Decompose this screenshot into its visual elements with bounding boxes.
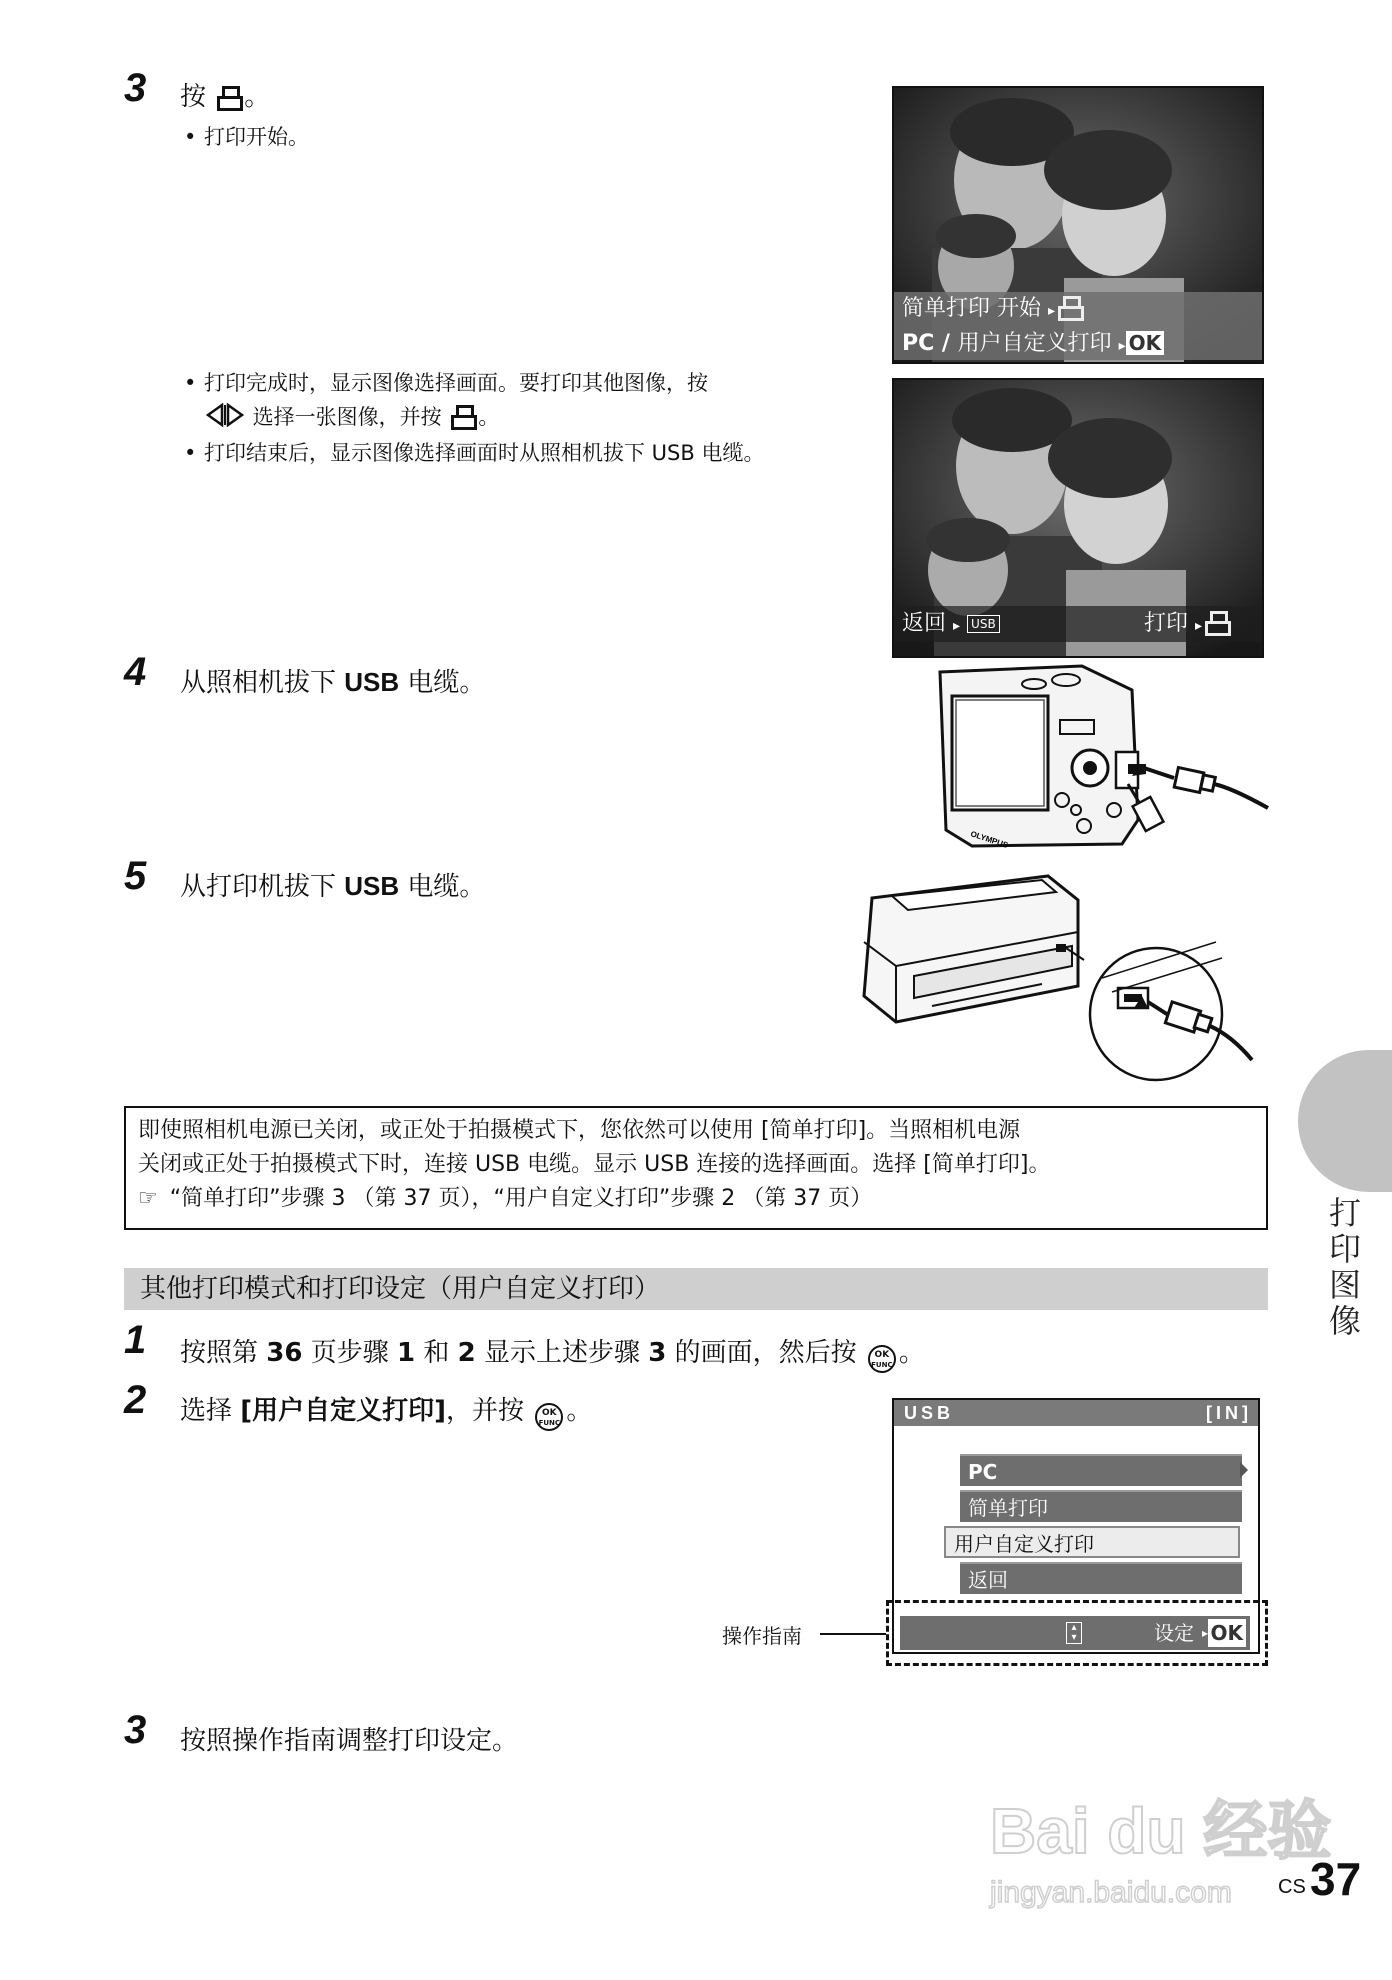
guide-leader-line [820,1633,886,1635]
step-number: 2 [124,1378,147,1422]
menu-item-back[interactable]: 返回 [960,1562,1242,1594]
printer-illustration [852,866,1272,1086]
operation-guide-label: 操作指南 [722,1624,802,1648]
step-text: 按照操作指南调整打印设定。 [180,1726,519,1756]
page-number: 37 [1310,1853,1362,1905]
ok-func-button-icon: OK FUNC [868,1345,896,1373]
print-icon [1058,296,1082,318]
submenu-arrow-icon [1240,1462,1248,1478]
step-text-end: 。 [244,82,271,112]
page-number-ref: 36 [266,1338,303,1368]
step-text [180,76,270,113]
step-ref: 2 [457,1338,476,1368]
step-number: 5 [124,854,147,898]
step-number: 1 [124,1318,147,1362]
section-title-bar: 其他打印模式和打印设定（用户自定义打印） [124,1268,1268,1310]
step-text-a: 从照相机拔下 [180,668,345,698]
menu-item-custom-print[interactable]: 用户自定义打印 [944,1526,1240,1558]
note-line-3 [138,1182,1254,1216]
print-icon [451,405,475,427]
usb-menu-title: USB [904,1403,955,1423]
step-text [180,866,485,903]
note-box [124,1106,1268,1230]
note-line-2: 关闭或正处于拍摄模式下时，连接 USB 电缆。显示 USB 连接的选择画面。选择 [简单打印]。 [138,1152,1051,1177]
bullet-print-start: • 打印开始。 [204,120,309,154]
overlay-line-1: 简单打印 开始 ▸ [894,292,1262,326]
ok-button-icon: OK [1208,1619,1247,1647]
pc-label: PC / [902,331,958,356]
menu-item-easy-print[interactable]: 简单打印 [960,1490,1242,1522]
ok-button-icon: OK [1126,331,1165,355]
language-code: CS [1278,1876,1306,1898]
up-down-icon: ▴ ▾ [1066,1622,1082,1644]
step-text-c: 电缆。 [399,872,486,902]
back-label: 返回 [902,611,947,636]
custom-print-label: 用户自定义打印 [957,331,1112,356]
bullet-text-mid: 选择一张图像，并按 [246,405,449,429]
step-ref: 1 [396,1338,416,1368]
step-text-label: 按 [180,82,215,112]
set-label: 设定 [1154,1621,1194,1645]
step-text [180,662,485,699]
lcd-screen-image-select [892,378,1264,658]
step-text: 选择 [用户自定义打印]，并按 OK FUNC 。 [180,1390,592,1431]
bullet-print-complete-line2 [204,400,499,437]
step-number: 3 [124,66,147,110]
step-text-a: 从打印机拔下 [180,872,345,902]
usb-text: USB [344,667,400,697]
overlay-line-2: PC / 用户自定义打印 ▸ OK [894,326,1262,360]
usb-menu-header [894,1400,1258,1426]
watermark-url: jingyan.baidu.com [990,1876,1232,1909]
step-number: 3 [124,1708,147,1752]
print-label: 打印 [1143,611,1188,636]
chapter-tab-label: 打印图像 [1324,1196,1362,1340]
note-line-1: 即使照相机电源已关闭，或正处于拍摄模式下，您依然可以使用 [简单打印]。当照相机电源 [138,1118,1021,1143]
watermark-brand: Bai du 经验 [990,1795,1332,1867]
usb-icon: USB [967,615,1000,633]
lcd-screen-print-start [892,86,1264,364]
custom-print-option-ref: [用户自定义打印] [240,1396,447,1426]
overlay-bottom: 返回 ▸ USB 打印 ▸ [894,606,1262,642]
note-reference-text: “简单打印”步骤 3 （第 37 页），“用户自定义打印”步骤 2 （第 37 页） [169,1186,873,1211]
camera-brand-text: OLYMPUS [969,829,1010,850]
print-icon [1205,611,1229,633]
step-ref: 3 [648,1338,667,1368]
chapter-tab [1298,1050,1392,1192]
step-number: 4 [124,650,147,694]
memory-indicator: [IN] [1206,1403,1252,1423]
left-right-arrows-icon [204,403,246,437]
print-icon [217,86,241,108]
bullet-text-end: 。 [478,405,500,429]
ok-func-button-icon: OK FUNC [535,1403,563,1431]
reference-icon: ☞ [138,1186,158,1211]
easy-print-start-label: 简单打印 开始 [902,296,1041,321]
operation-guide-bar: ▴ ▾ 设定 ▸ OK [900,1616,1250,1650]
step-text-c: 电缆。 [399,668,486,698]
bullet-print-end: • 打印结束后，显示图像选择画面时从照相机拔下 USB 电缆。 [204,436,764,470]
bullet-print-complete: • 打印完成时，显示图像选择画面。要打印其他图像，按 [204,366,708,400]
camera-illustration [932,660,1272,860]
usb-text: USB [344,871,400,901]
menu-item-pc[interactable]: PC [960,1454,1242,1486]
step-text: 按照第 36 页步骤 1 和 2 显示上述步骤 3 的画面，然后按 OK FUNC 。 [180,1332,925,1373]
